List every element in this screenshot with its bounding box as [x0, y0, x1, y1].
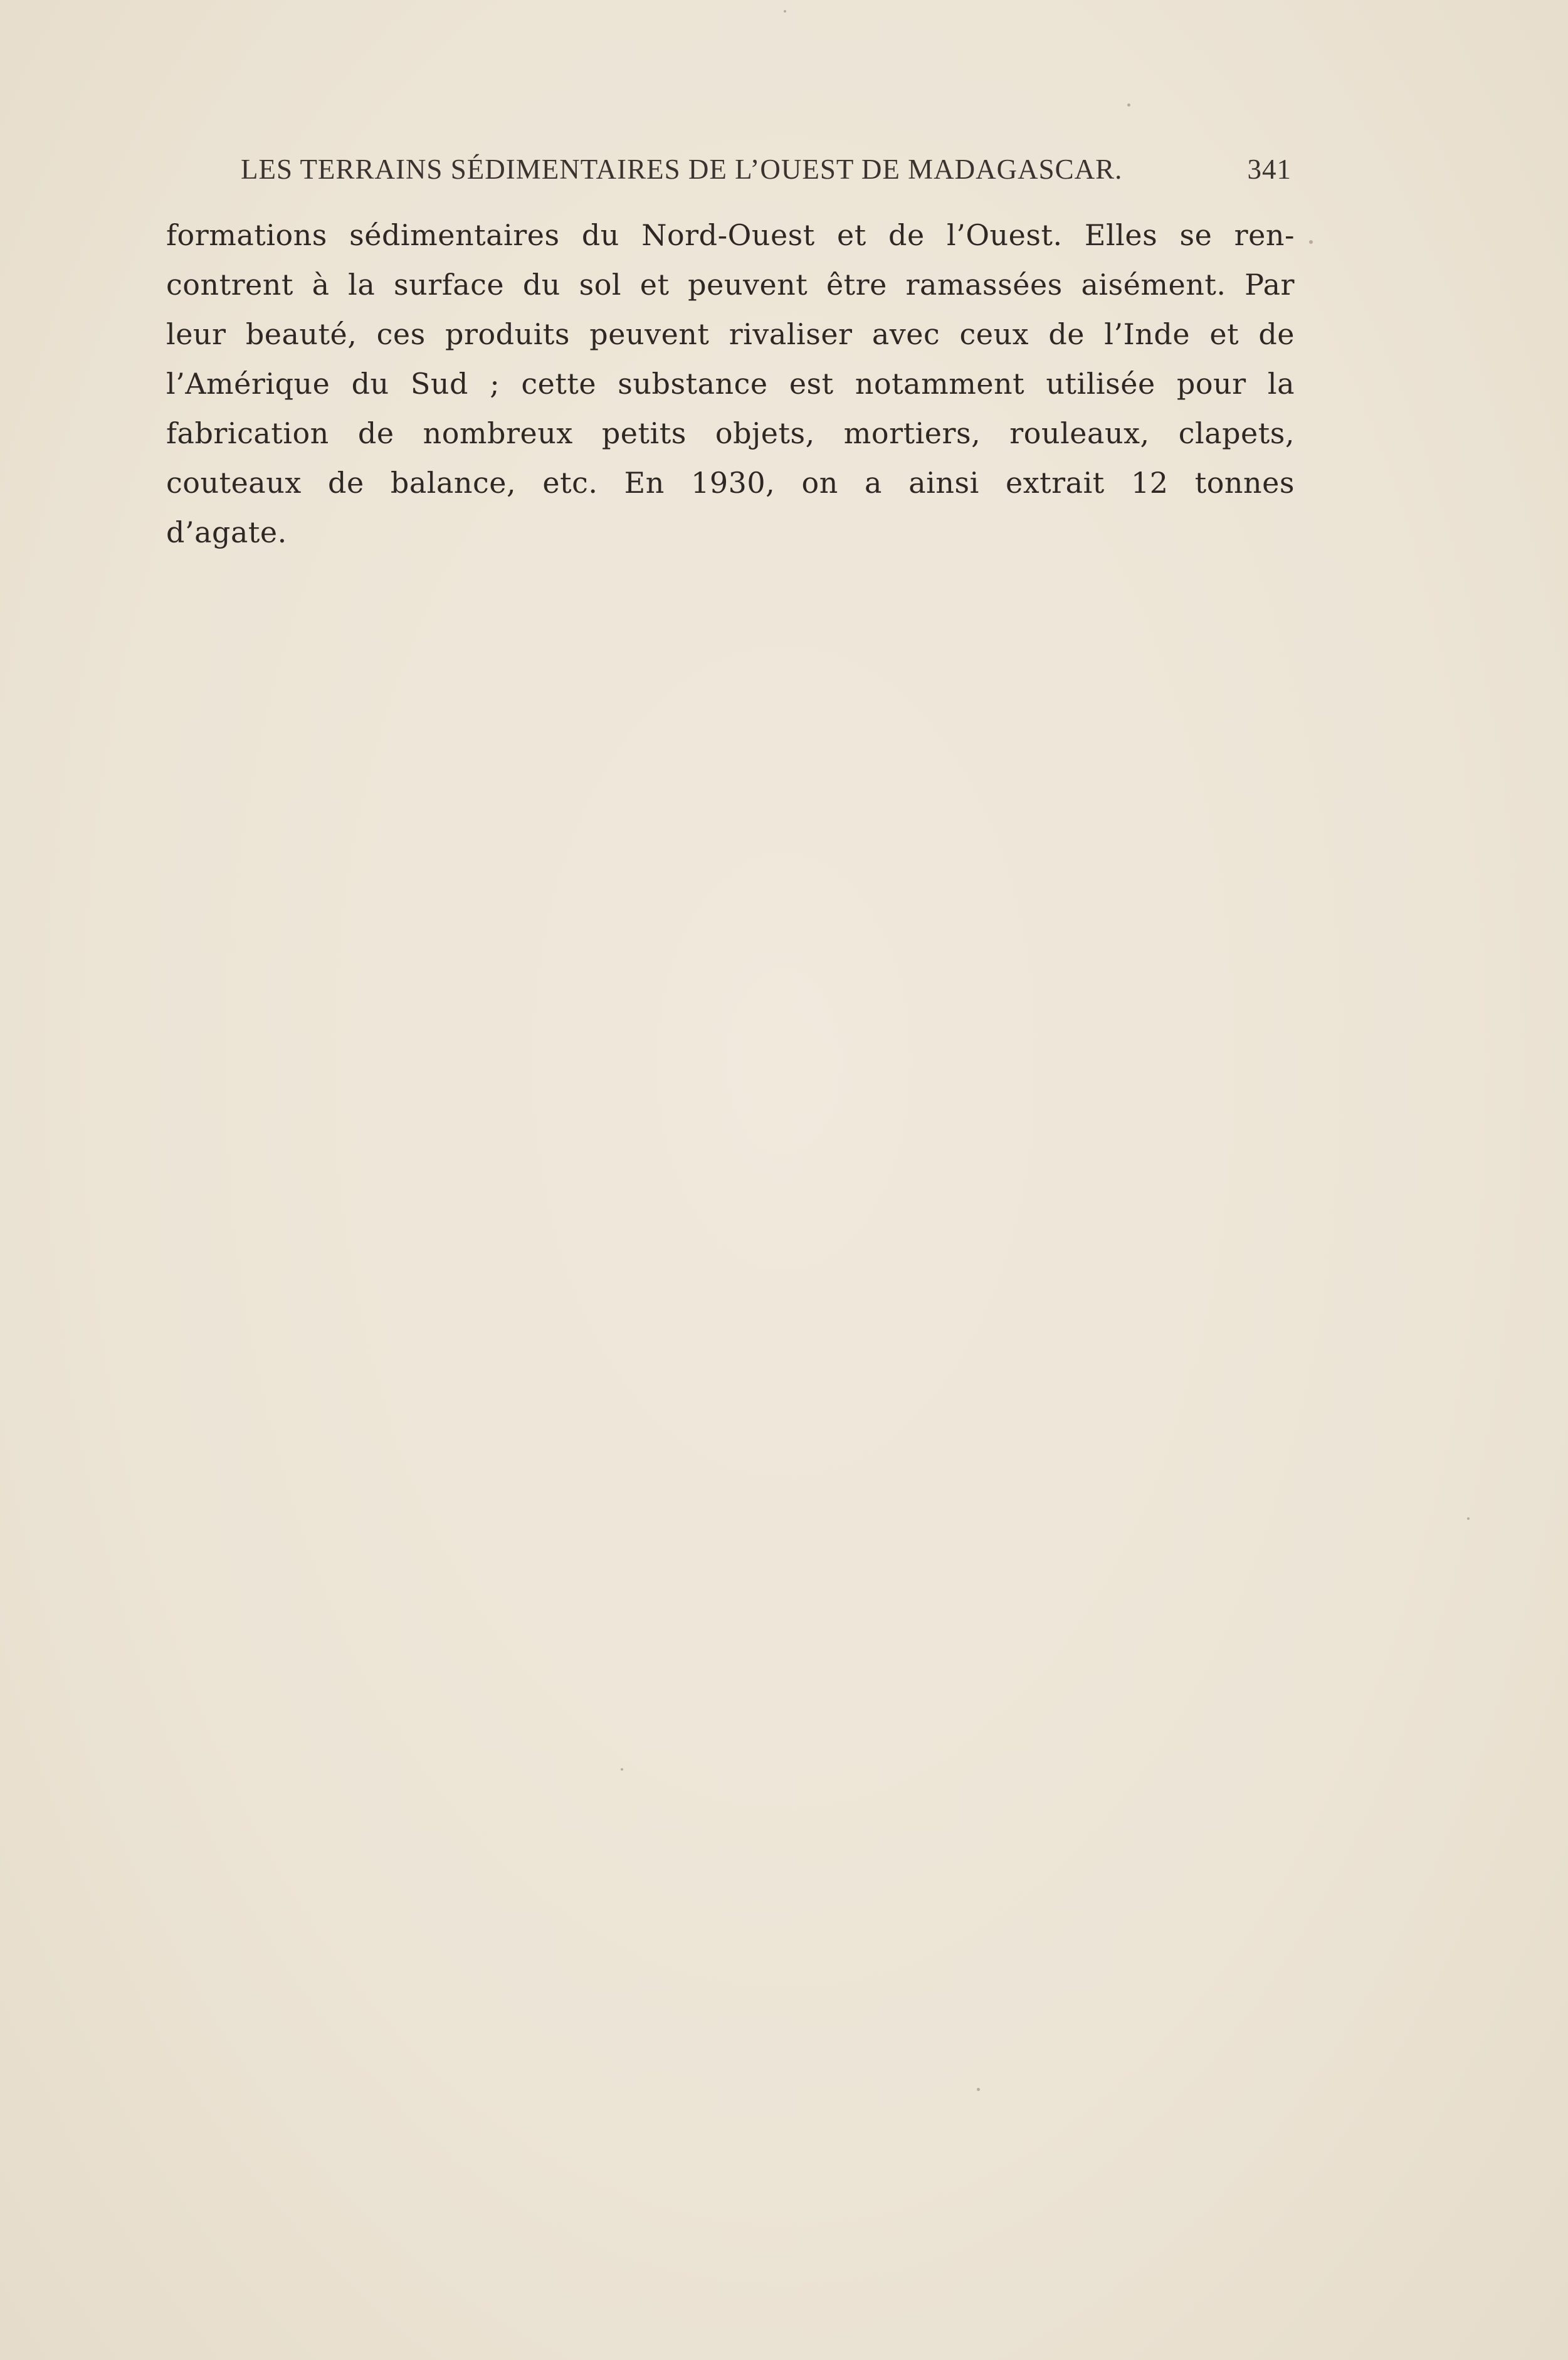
text-line: couteaux de balance, etc. En 1930, on a ainsi extrait 12 tonnes: [166, 466, 1295, 500]
running-head: [241, 153, 1292, 197]
running-title: LES TERRAINS SÉDIMENTAIRES DE L’OUEST DE MADAGASCAR.: [241, 154, 1123, 185]
paper-speck: [1309, 240, 1313, 244]
paper-speck: [1127, 103, 1130, 107]
paper-speck: [977, 2088, 980, 2091]
page-number: 341: [1247, 154, 1292, 185]
paper-speck: [1467, 1517, 1470, 1520]
paper-speck: [621, 1768, 623, 1771]
text-line: l’Amérique du Sud ; cette substance est notamment utilisée pour la: [166, 367, 1295, 401]
text-line: leur beauté, ces produits peuvent rivaliser avec ceux de l’Inde et de: [166, 317, 1295, 351]
body-paragraph: [166, 211, 1295, 557]
text-line: formations sédimentaires du Nord-Ouest et de l’Ouest. Elles se ren-: [166, 218, 1295, 252]
paper-speck: [784, 10, 786, 13]
text-line: contrent à la surface du sol et peuvent être ramassées aisément. Par: [166, 268, 1295, 302]
text-line: d’agate.: [166, 515, 287, 549]
text-line: fabrication de nombreux petits objets, mortiers, rouleaux, clapets,: [166, 416, 1295, 450]
